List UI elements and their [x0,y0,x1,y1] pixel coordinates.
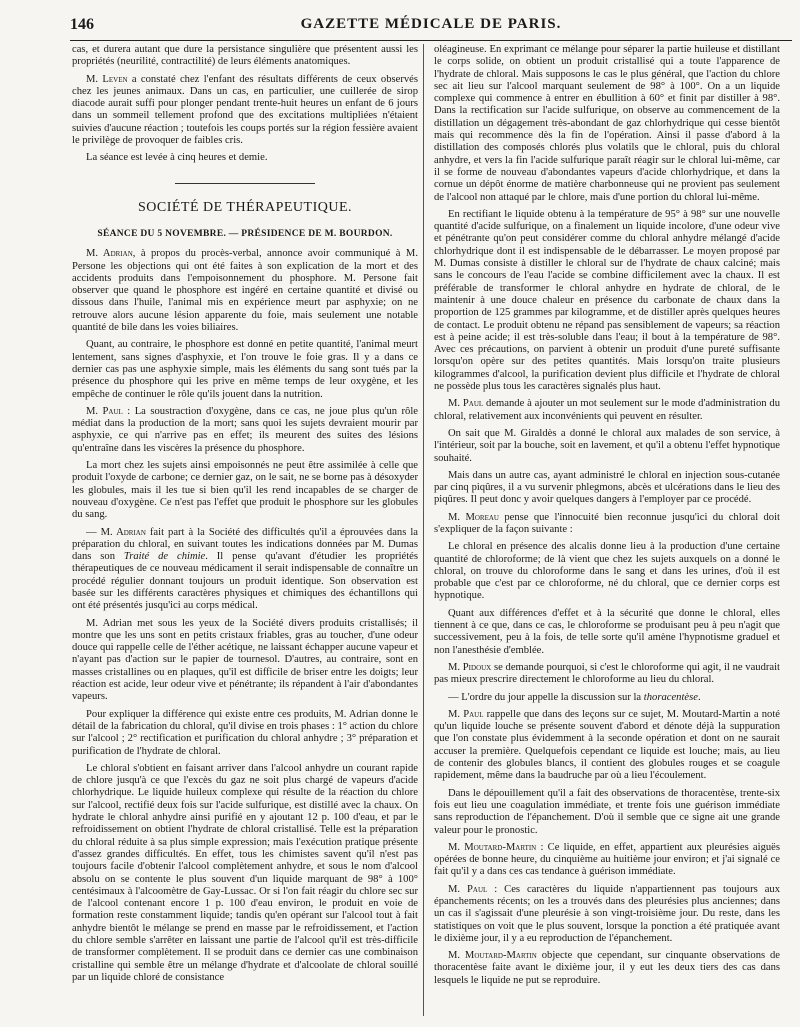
paragraph-text: — L'ordre du jour appelle la discussion sur la [448,691,644,703]
paragraph: Le chloral s'obtient en faisant arriver dans l'alcool anhydre un courant rapide de chlore jusqu'à ce que l'excès du gaz ne soit plus chargé de vapeurs d'acide chlorhydrique. Le liquide huileux complexe qui résulte de la réaction du chlore sur l'alcool, rectifié deux fois sur l'acide sulfurique, est distillé avec la chaux. On hydrate le chloral anhydre ainsi purifié en y ajoutant 12 p. 100 d'eau, et par le refroidissement on obtient l'hydrate de chloral cristallisé. Telle est la préparation du chloral réduite à sa plus simple expression; mais l'exécution pratique présente d'assez grandes difficultés. En effet, tous les chimistes savent qu'il n'est pas toujours facile d'obtenir l'alcool complètement anhydre, et sous le nom d'alcool absolu on se contente le plus souvent d'un liquide marquant de 98° à 100° centésimaux à l'alcoomètre de Gay-Lussac. Or si l'on fait réagir du chlore sec sur de l'alcool contenant encore 1 p. 100 d'eau environ, le produit en voie de formation reste constamment liquide; tandis qu'en opérant sur l'alcool tout à fait anhydre bientôt le mélange se prend en masse par le refroidissement, et l'action du chlore semble s'arrêter en laissant une partie de l'alcool qu'il est très-difficile de transformer complètement. Il se produit dans ce dernier cas une combinaison cristalline qui semble être un mélange d'hydrate et d'alcoolate de chloral souillé par un liquide chloré de consistance [72,762,418,983]
section-title: SOCIÉTÉ DE THÉRAPEUTIQUE. [137,199,353,215]
paragraph [72,248,418,334]
paragraph-text: demande à ajouter un mot seulement sur le mode d'administration du chloral, relativement aux inconvénients qui peuvent en résulter. [434,398,780,422]
paragraph-text: . [697,691,701,703]
speaker-name: M. Pidoux [448,661,492,673]
speaker-name: M. Paul [448,398,484,410]
paragraph: Quant, au contraire, le phosphore est donné en petite quantité, l'animal meurt lentement, sans signes d'asphyxie, et l'on trouve le foie gras. Il y a dans ce dernier cas pas une asphyxie simple, mais les éléments du sang sont tués par la présence du phosphore qui les prive en même temps de leur oxygène, et les empêche de continuer le rôle qu'ils jouent dans la nutrition. [72,339,418,400]
paragraph-text: . Il pense qu'avant d'étudier les propriétés thérapeutiques de ce nouveau médicament il serait indispensable de connaître un procédé régulier donnant toujours un produit identique. Son observation est basée sur les différents caractères physiques et chimiques des échantillons qui ont été présentés jusqu'ici au corps médical. [72,551,418,612]
speaker-name: M. Adrian [100,526,146,538]
speaker-name: M. Leven [86,73,128,85]
book-title: Traité de chimie [123,551,206,563]
paragraph: En rectifiant le liquide obtenu à la température de 95° à 98° sur une nouvelle quantité d'acide sulfurique, on a finalement un liquide incolore, d'une odeur vive et pénétrante qu'on peut considérer comme du chloral anhydre mélangé d'acide chlorhydrique dont il est indispensable de le débarrasser. Le moyen proposé par M. Dumas consiste à distiller le chloral sur de l'hydrate de chaux calciné; mais sans le concours de l'eau l'acide se combine difficilement avec la chaux. Il est préférable de transformer le chloral anhydre en hydrate de chloral, de le maintenir à une douce chaleur en présence du carbonate de chaux dans la proportion de 125 grammes par kilogramme, et de distiller après quelques heures de contact. Le produit obtenu ne répand pas sensiblement de vapeurs; sa réaction est à peine acide; il est très-soluble dans l'eau; il bout à la température de 98°. Avec ces précautions, on parvient à obtenir un produit d'une pureté suffisante lorsqu'on opère sur des petites quantités. Mais lorsqu'on traite plusieurs kilogrammes d'alcool, la purification devient plus difficile et l'hydrate de chloral ne possède plus tous les caractères signalés plus haut. [434,208,780,393]
paragraph: oléagineuse. En exprimant ce mélange pour séparer la partie huileuse et distillant le corps solide, on obtient un produit cristallisé qui a toute l'apparence de l'hydrate de chloral. Mais supposons le cas le plus général, que l'action du chlore sec ait lieu sur l'alcool marquant seulement de 98° à 100°. On a un liquide complexe qui commence à entrer en ébullition à 60° et finit par distiller à 98°. Dans la rectification sur l'acide sulfurique, on observe au commencement de la distillation un dégagement très-abondant de gaz chlorhydrique qui cesse bientôt mais qui recommence dès la fin de l'opération. Ainsi il passe d'abord à la distillation des composés chlorés plus volatils que le chloral, puis du chloral anhydre, et vers la fin l'acide sulfurique paraît réagir sur le chloral lui-même, car il se forme de nouveau d'abondantes vapeurs d'acide chlorhydrique, et dans la cornue un dépôt énorme de matière charbonneuse qui ne provient pas seulement de l'alcool non attaqué par le chlore, mais d'une portion du chloral lui-même. [434,44,780,203]
paragraph-text: se demande pourquoi, si c'est le chloroforme qui agit, il ne vaudrait pas mieux prescrire directement le chloroforme au lieu du chloral. [434,661,780,686]
dash: — [86,526,101,538]
paragraph [434,692,780,704]
paragraph-text: fait part à la Société des difficultés qu'il a éprouvées dans la préparation du chloral, en suivant toutes les indications données par M. Dumas dans son [72,526,418,563]
paragraph-text: pense que l'innocuité bien reconnue jusqu'ici du chloral doit s'expliquer de la façon suivante : [434,511,780,535]
column-divider [423,44,424,1016]
section-divider [175,183,315,184]
paragraph: On sait que M. Giraldès a donné le chloral aux malades de son service, à l'intérieur, soit par la bouche, soit en lavement, et qu'il a obtenu l'effet hypnotique souhaité. [434,427,780,464]
speaker-name: M. Adrian [86,248,133,260]
paragraph [72,406,418,455]
session-heading: SÉANCE DU 5 NOVEMBRE. — PRÉSIDENCE DE M. BOURDON. [97,228,393,239]
speaker-name: M. Paul [448,708,484,720]
paragraph: Dans le dépouillement qu'il a fait des observations de thoracentèse, trente-six fois eut lieu une coagulation immédiate, et trente fois une guérison immédiate sans reproduction de l'épanchement. D'où il semble que ce signe ait une grande valeur pour le pronostic. [434,787,780,836]
paragraph: M. Adrian met sous les yeux de la Société divers produits cristallisés; il montre que les uns sont en petits cristaux friables, gras au toucher, d'une odeur douce qui rappelle celle de l'éther acétique, ne laissant échapper aucune vapeur et n'ayant pas d'action sur le papier de tournesol. D'autres, au contraire, sont en masses cristallines ou en plaques, qu'il est difficile de briser entre les doigts; leur réaction est acide, leur odeur vive et pénétrante; ils répandent à l'air d'abondantes vapeurs. [72,617,418,703]
paragraph: La séance est levée à cinq heures et demie. [86,152,268,164]
speaker-name: M. Moutard-Martin [448,841,537,853]
running-title: GAZETTE MÉDICALE DE PARIS. [300,16,562,32]
paragraph [434,884,780,945]
paragraph: Quant aux différences d'effet et à la sécurité que donne le chloral, elles tiennent à ce que, dans ce cas, le chloroforme se produisant peu à peu n'agit que successivement, peu à la fois, de telle sorte qu'il amène l'hypnotisme graduel et non l'anesthésie d'emblée. [434,607,780,656]
paragraph: Pour expliquer la différence qui existe entre ces produits, M. Adrian donne le détail de la fabrication du chloral, qu'il divise en trois phases : 1° action du chlore sur l'alcool ; 2° rectification et purification du chloral anhydre ; 3° préparation et purification de l'hydrate de chloral. [72,708,418,757]
paragraph [434,398,780,423]
paragraph [434,512,780,537]
left-column [72,44,418,1019]
paragraph-text: a constaté chez l'enfant des résultats différents de ceux observés chez les jeunes animaux. Dans un cas, en particulier, une cuillerée de sirop diacode aurait suffi pour plonger pendant trente-huit heures un enfant de 6 jours dans un sommeil tellement profond que des excitations multipliées n'étaient suivies d'aucune réaction ; toutefois les coups portés sur la région fessière avaient le privilège de provoquer de faibles cris. [72,73,418,147]
speaker-name: M. Paul [86,405,123,417]
speaker-name: M. Paul [448,883,488,895]
paragraph [434,662,780,687]
paragraph-text: , à propos du procès-verbal, annonce avoir communiqué à M. Persone les objections qui ont été faites à son explication de la mort et des accidents produits dans l'empoisonnement du phosphore. M. Persone fait observer que quand le phosphore est ingéré en certaine quantité et divisé ou dissous dans l'huile, l'animal mis en expérience meurt par asphyxie; on ne retrouve alors aucune lésion apparente du foie, mais seulement une notable quantité de bile dans les voies biliaires. [72,248,418,334]
page-number: 146 [70,16,94,33]
paragraph-text: objecte que cependant, sur cinquante observations de thoracentèse faite avant le dixième jour, il y eut les deux tiers des cas dans lesquels le liquide ne put se reproduire. [434,950,780,986]
paragraph-text: : Ces caractères du liquide n'appartiennent pas toujours aux épanchements récents; on les a trouvés dans des pleurésies plus anciennes; dans un cas il s'agissait d'une pleurésie à son vingt-troisième jour. Du reste, dans les statistiques on voit que le plus souvent, lorsque la ponction a été pratiquée avant le dixième jour, il y a eu reproduction de l'épanchement. [434,883,780,944]
right-column [434,44,780,1019]
paragraph: Mais dans un autre cas, ayant administré le chloral en injection sous-cutanée par cinq piqûres, il a vu survenir phlegmons, abcès et ulcérations dans le lieu des piqûres. Il peut donc y avoir quelques dangers à l'employer par ce procédé. [434,469,780,506]
page-header [70,14,792,41]
topic-title: thoracentèse [643,691,698,703]
paragraph [434,842,780,879]
paragraph-text: rappelle que dans des leçons sur ce sujet, M. Moutard-Martin a noté qu'un liquide louche se présente souvent d'abord et dénote déjà la suppuration que l'on constate plus évidemment à la seconde opération et dont on ne saurait accuser la première. Quelquefois cependant ce liquide est louche; mais, au lieu de contenir des globules blancs, il contient des globules rouges et se coagule rapidement, même dans la baudruche par où a lieu l'écoulement. [434,708,780,782]
paragraph [434,709,780,783]
speaker-name: M. Moreau [448,511,499,523]
paragraph: La mort chez les sujets ainsi empoisonnés ne peut être assimilée à celle que produit l'oxyde de carbone; ce dernier gaz, on le sait, ne se borne pas à désoxyder les globules, mais il les tue si bien qu'il les rend incapables de se charger de nouveau d'oxygène. Ce n'est pas l'effet que produit le phosphore sur les globules du sang. [72,460,418,521]
paragraph: cas, et durera autant que dure la persistance singulière que présentent aussi les propriétés (neurilité, contractilité) de leurs éléments anatomiques. [72,44,418,68]
speaker-name: M. Moutard-Martin [448,950,537,962]
paragraph-text: : Ce liquide, en effet, appartient aux pleurésies aiguës opérées de bonne heure, du cinquième au huitième jour environ; et j'ai signalé ce fait qu'il y a dans ces cas tendance à guérison immédiate. [434,841,780,878]
paragraph [72,74,418,148]
paragraph [72,527,418,613]
paragraph [434,950,780,987]
paragraph: Le chloral en présence des alcalis donne lieu à la production d'une certaine quantité de chloroforme; de là vient que chez les sujets auxquels on a donné le chloral, on trouve du chloroforme dans le sang et dans les urines, d'où il est probable que c'est par ce chloroforme, né du chloral, que ce dernier corps est hypnotique. [434,541,780,602]
paragraph-text: : La soustraction d'oxygène, dans ce cas, ne joue plus qu'un rôle médiat dans la production de la mort; sans quoi les sujets devraient mourir par asphyxie, ce qui n'arrive pas en effet; ils meurent des suites des lésions qu'entraîne dans les viscères la présence du phosphore. [72,405,418,454]
